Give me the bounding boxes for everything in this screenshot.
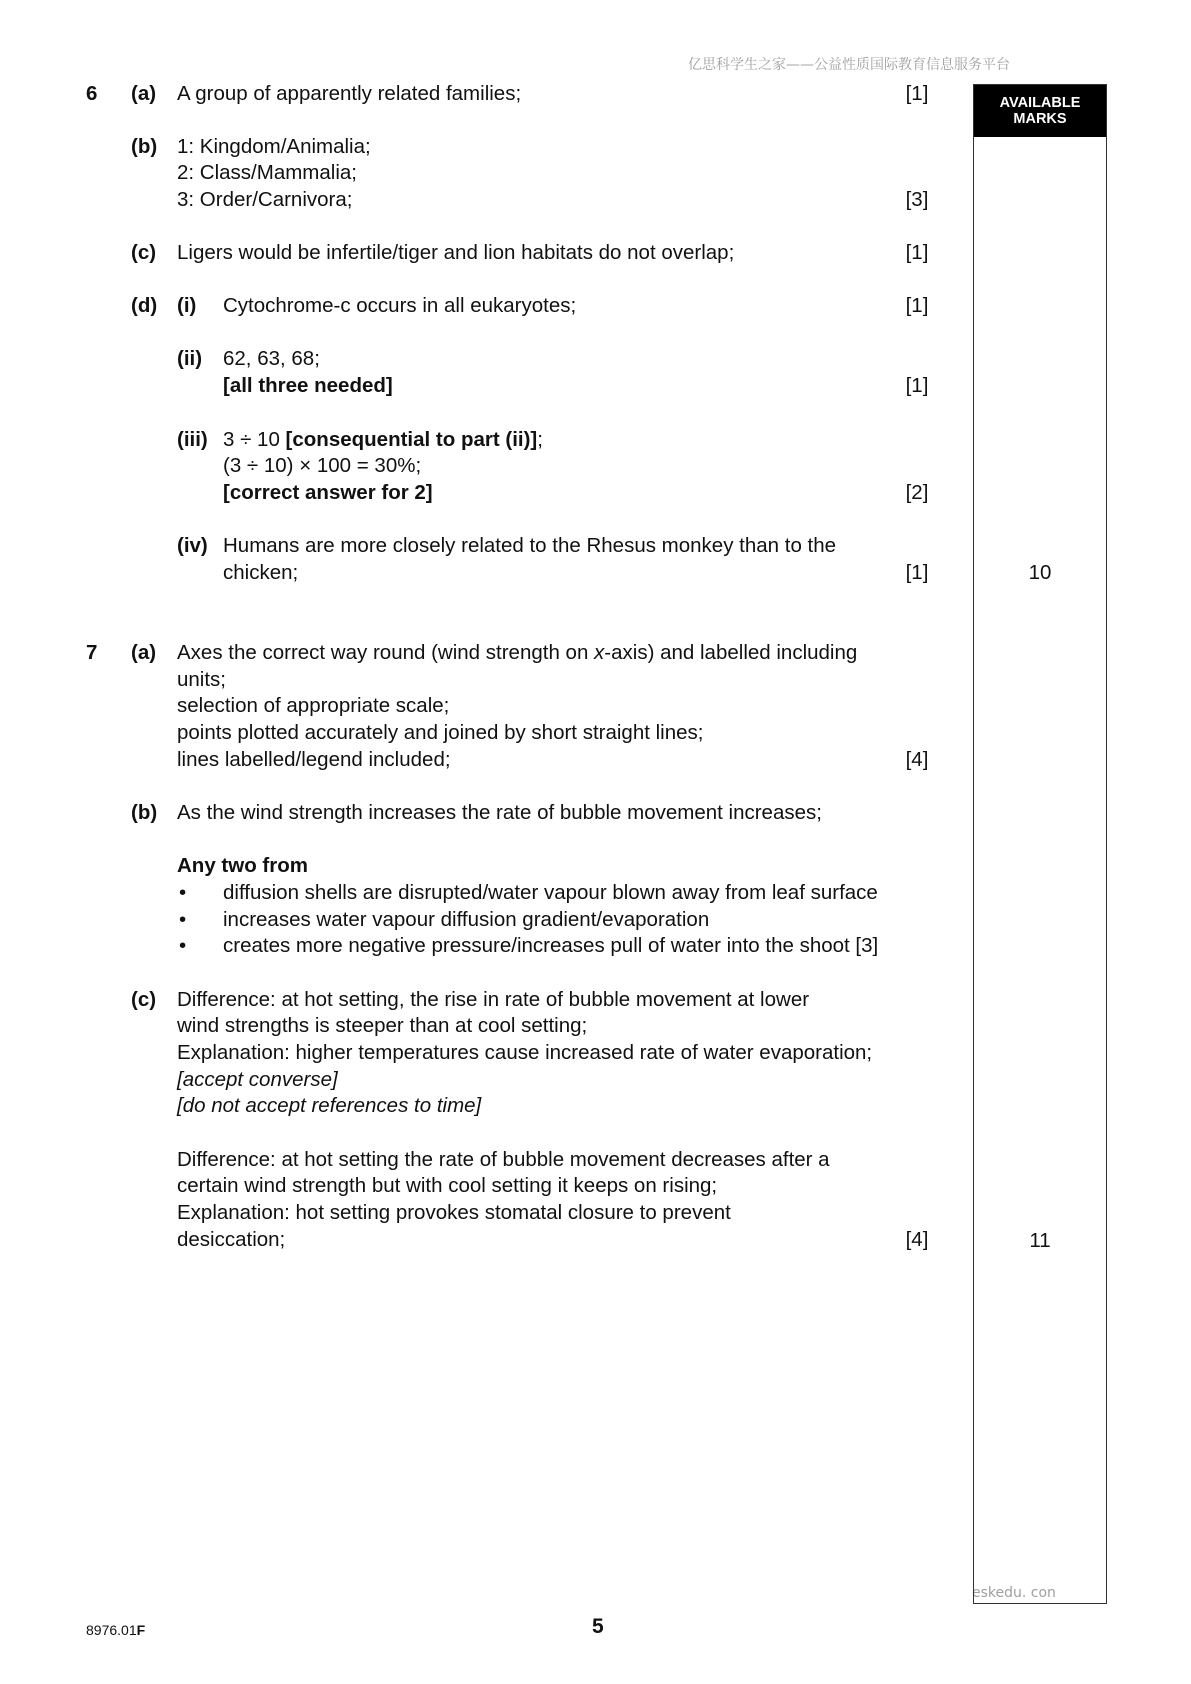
q7b-bullet-text-2: increases water vapour diffusion gradient/evaporation <box>223 908 710 931</box>
q7b-any-two: Any two from <box>177 854 308 877</box>
q6d-i-label: (i) <box>177 294 197 317</box>
q6-number: 6 <box>86 82 98 105</box>
q7a-line1-post: -axis) and labelled including <box>604 641 858 664</box>
q6d-ii-line2: [all three needed] <box>223 374 393 397</box>
watermark-top: 亿思科学生之家——公益性质国际教育信息服务平台 <box>688 57 1010 73</box>
q7c-line5: [do not accept references to time] <box>177 1094 482 1117</box>
available-marks-column <box>973 84 1107 1604</box>
q6d-iii-line1-pre: 3 ÷ 10 <box>223 428 286 451</box>
q7a-label: (a) <box>131 641 157 664</box>
paper-code <box>86 1617 145 1643</box>
paper-code-suffix: F <box>136 1622 146 1638</box>
q6-total-marks: 10 <box>1028 561 1052 584</box>
q7a-mark: [4] <box>905 748 929 771</box>
q6d-i-mark: [1] <box>905 294 929 317</box>
q6d-ii-label: (ii) <box>177 347 203 370</box>
q6b-line1: 1: Kingdom/Animalia; <box>177 135 371 158</box>
q7b-bullet-3: • <box>179 934 187 957</box>
q6c-mark: [1] <box>905 241 929 264</box>
paper-code-number: 8976.01 <box>86 1622 137 1638</box>
q6d-ii-line1: 62, 63, 68; <box>223 347 320 370</box>
q6b-label: (b) <box>131 135 158 158</box>
q7-number: 7 <box>86 641 98 664</box>
q6b-mark: [3] <box>905 188 929 211</box>
q6d-iii-label: (iii) <box>177 428 208 451</box>
q6d-iii-line1 <box>223 427 543 453</box>
q7c-line1: Difference: at hot setting, the rise in rate of bubble movement at lower <box>177 988 810 1011</box>
q7a-line1 <box>177 640 857 666</box>
available-marks-header <box>974 85 1106 137</box>
q6d-ii-mark: [1] <box>905 374 929 397</box>
q7c-line3: Explanation: higher temperatures cause increased rate of water evaporation; <box>177 1041 873 1064</box>
available-marks-header-line1: AVAILABLE <box>999 95 1081 111</box>
q6d-iii-line2: (3 ÷ 10) × 100 = 30%; <box>223 454 422 477</box>
q7a-line2: units; <box>177 668 226 691</box>
q7a-line4: points plotted accurately and joined by short straight lines; <box>177 721 704 744</box>
q6a-text: A group of apparently related families; <box>177 82 522 105</box>
q7b-bullet-text-3: creates more negative pressure/increases pull of water into the shoot [3] <box>223 934 879 957</box>
q7b-bullet-2: • <box>179 908 187 931</box>
q6d-iii-mark: [2] <box>905 481 929 504</box>
q7a-line5: lines labelled/legend included; <box>177 748 451 771</box>
q7c-line8: Explanation: hot setting provokes stomatal closure to prevent <box>177 1201 731 1224</box>
q6d-i-text: Cytochrome-c occurs in all eukaryotes; <box>223 294 577 317</box>
q6b-line3: 3: Order/Carnivora; <box>177 188 353 211</box>
q6d-iii-line1-bold: [consequential to part (ii)] <box>285 428 538 451</box>
q6d-iii-line3: [correct answer for 2] <box>223 481 433 504</box>
q6b-line2: 2: Class/Mammalia; <box>177 161 357 184</box>
q6d-iv-label: (iv) <box>177 534 208 557</box>
q7b-bullet-1: • <box>179 881 187 904</box>
q6a-label: (a) <box>131 82 157 105</box>
q6c-text: Ligers would be infertile/tiger and lion habitats do not overlap; <box>177 241 735 264</box>
q7c-mark: [4] <box>905 1228 929 1251</box>
q6d-iv-mark: [1] <box>905 561 929 584</box>
watermark-bottom: eskedu. con <box>972 1585 1056 1601</box>
q7b-label: (b) <box>131 801 158 824</box>
q7a-line1-italic: x <box>594 641 605 664</box>
q6d-iv-line2: chicken; <box>223 561 299 584</box>
q7c-line4: [accept converse] <box>177 1068 338 1091</box>
q6d-iv-line1: Humans are more closely related to the Rhesus monkey than to the <box>223 534 837 557</box>
q7b-bullet-text-1: diffusion shells are disrupted/water vapour blown away from leaf surface <box>223 881 878 904</box>
q7b-line1: As the wind strength increases the rate of bubble movement increases; <box>177 801 822 824</box>
q7c-line7: certain wind strength but with cool setting it keeps on rising; <box>177 1174 718 1197</box>
q6a-mark: [1] <box>905 82 929 105</box>
q7c-line9: desiccation; <box>177 1228 286 1251</box>
q7c-label: (c) <box>131 988 157 1011</box>
available-marks-header-line2: MARKS <box>1013 111 1067 127</box>
page-number: 5 <box>592 1615 604 1638</box>
q7a-line1-pre: Axes the correct way round (wind strength on <box>177 641 595 664</box>
q6d-label: (d) <box>131 294 158 317</box>
q7c-line2: wind strengths is steeper than at cool setting; <box>177 1014 588 1037</box>
q7c-line6: Difference: at hot setting the rate of bubble movement decreases after a <box>177 1148 830 1171</box>
q6d-iii-line1-post: ; <box>537 428 543 451</box>
q6c-label: (c) <box>131 241 157 264</box>
q7-total-marks: 11 <box>1029 1229 1051 1252</box>
q7a-line3: selection of appropriate scale; <box>177 694 450 717</box>
